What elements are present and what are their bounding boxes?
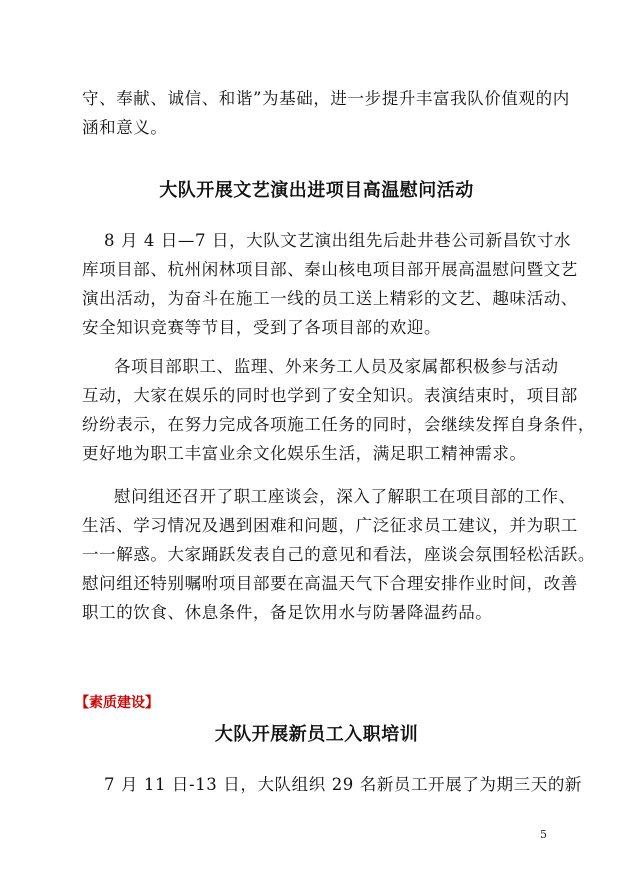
text-line: 各项目部职工、监理、外来务工人员及家属都积极参与活动: [114, 357, 559, 376]
category-tag: 【素质建设】: [75, 695, 159, 711]
intro-paragraph: [82, 84, 570, 142]
paragraph: [82, 482, 595, 627]
paragraph: [82, 226, 578, 342]
text-line: 职工的饮食、休息条件，备足饮用水与防暑降温药品。: [82, 603, 493, 622]
page-number: 5: [540, 828, 547, 841]
text-line: 安全知识竞赛等节目，受到了各项目部的欢迎。: [82, 318, 442, 337]
section-title: 大队开展文艺演出进项目高温慰问活动: [159, 180, 474, 201]
text-line: 8 月 4 日—7 日，大队文艺演出组先后赴井巷公司新昌钦寸水: [104, 231, 572, 250]
text-line: 库项目部、杭州闲林项目部、秦山核电项目部开展高温慰问暨文艺: [82, 260, 578, 279]
section-title: 大队开展新员工入职培训: [214, 724, 419, 745]
text-line: 演出活动，为奋斗在施工一线的员工送上精彩的文艺、趣味活动、: [82, 289, 578, 308]
text-line: 慰问组还特别嘱咐项目部要在高温天气下合理安排作业时间，改善: [82, 574, 578, 593]
text-line: 7 月 11 日-13 日，大队组织 29 名新员工开展了为期三天的新: [104, 775, 583, 794]
paragraph: [82, 352, 595, 468]
text-line: 慰问组还召开了职工座谈会，深入了解职工在项目部的工作、: [114, 487, 576, 506]
text-line: 守、奉献、诚信、和谐”为基础，进一步提升丰富我队价值观的内: [82, 89, 570, 108]
text-line: 生活、学习情况及遇到困难和问题，广泛征求员工建议，并为职工: [82, 516, 578, 535]
text-line: 纷纷表示，在努力完成各项施工任务的同时，会继续发挥自身条件，: [82, 415, 595, 434]
paragraph: [82, 770, 583, 799]
text-line: 互动，大家在娱乐的同时也学到了安全知识。表演结束时，项目部: [82, 386, 578, 405]
text-line: 更好地为职工丰富业余文化娱乐生活，满足职工精神需求。: [82, 444, 527, 463]
text-line: 涵和意义。: [82, 118, 168, 137]
text-line: 一一解惑。大家踊跃发表自己的意见和看法，座谈会氛围轻松活跃。: [82, 545, 595, 564]
